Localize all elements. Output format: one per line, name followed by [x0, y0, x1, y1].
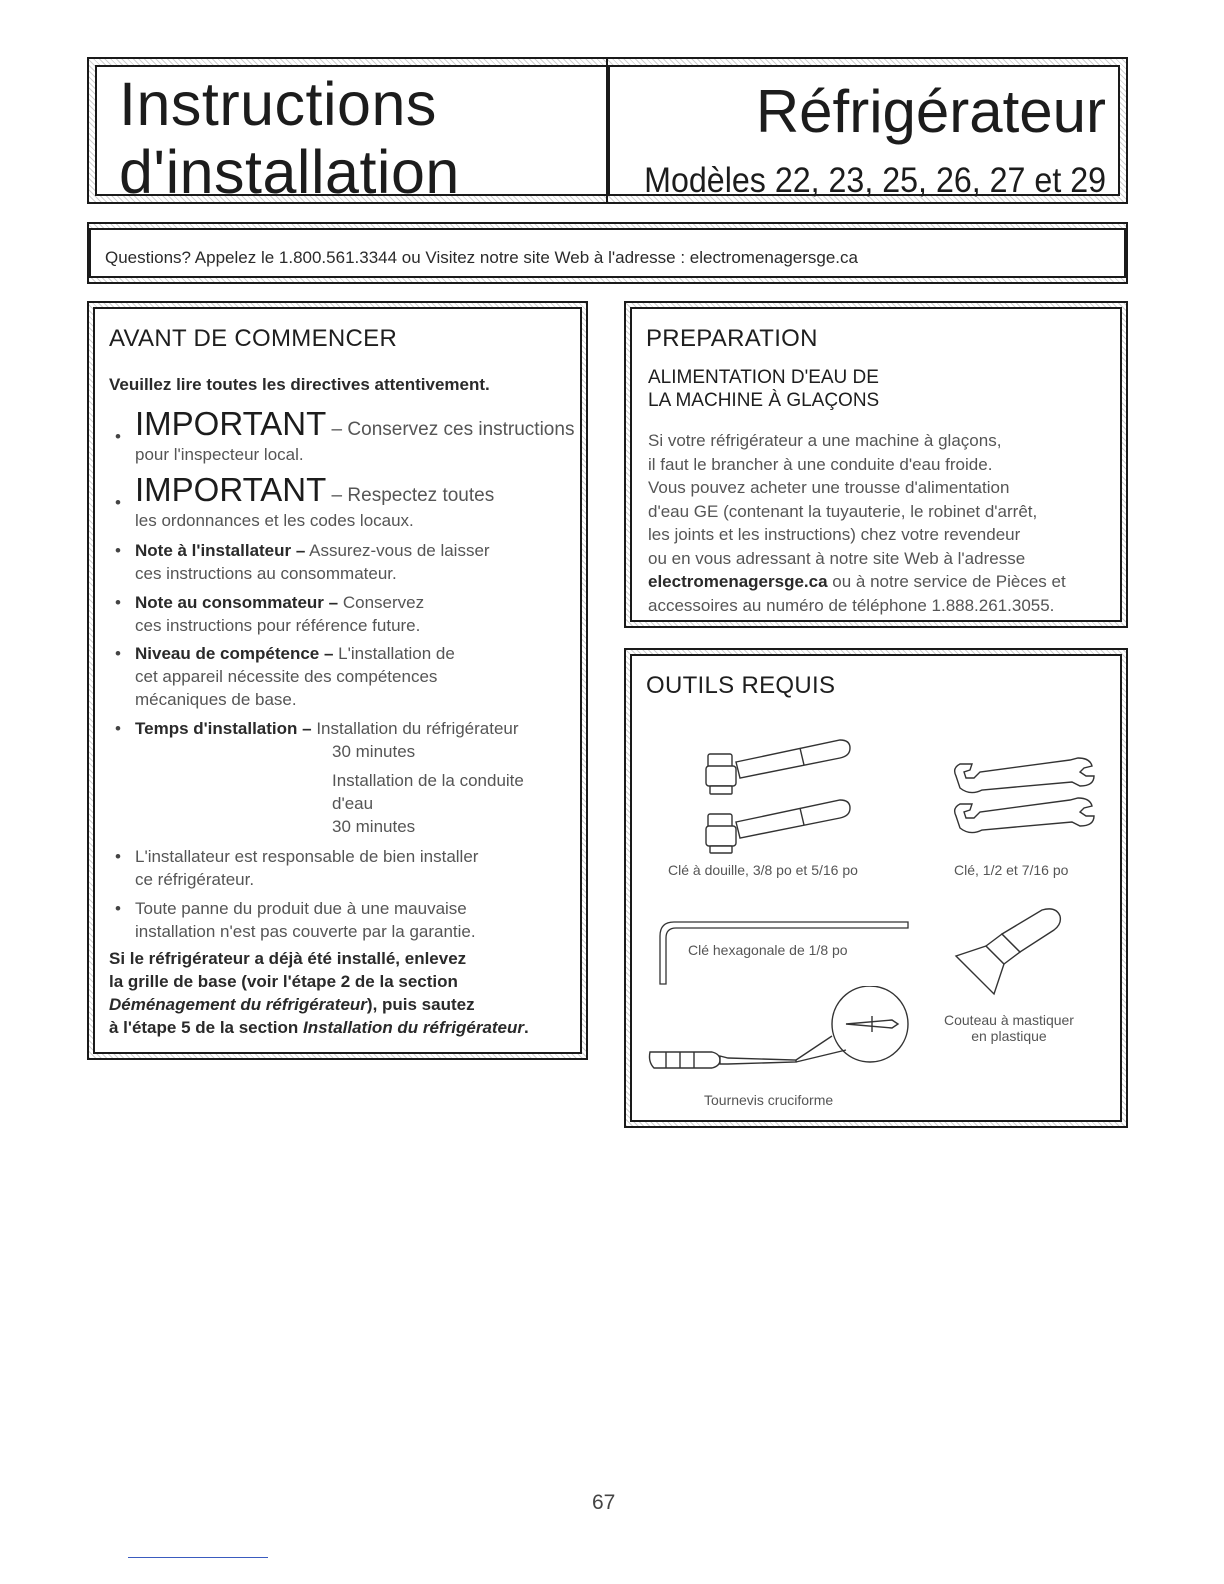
bullet-skill-line2: cet appareil nécessite des compétences	[135, 667, 438, 686]
questions-text: Questions? Appelez le 1.800.561.3344 ou Visitez notre site Web à l'adresse : electromenagersge.ca	[105, 248, 858, 267]
prep-line: d'eau GE (contenant la tuyauterie, le robinet d'arrêt,	[648, 501, 1038, 521]
questions-banner	[87, 222, 1128, 284]
bullet-dot: •	[115, 427, 121, 446]
questions-inner	[89, 228, 1126, 278]
bullet-dot: •	[115, 644, 121, 663]
important-1	[135, 405, 574, 443]
bullet-consumer-label: Note au consommateur –	[135, 593, 339, 612]
note-line4-text: à l'étape 5 de la section	[109, 1018, 303, 1037]
already-installed-note	[109, 947, 529, 1039]
note-line3	[109, 993, 529, 1016]
bullet-warranty-line2: installation n'est pas couverte par la garantie.	[135, 922, 476, 941]
bullet-consumer-text: Conservez	[338, 593, 425, 612]
preparation-body	[648, 429, 1066, 617]
important-2-text: – Respectez toutes	[326, 485, 495, 506]
putty-knife-icon	[950, 904, 1070, 1004]
bullet-install-time	[135, 717, 519, 740]
bullet-skill-line3: mécaniques de base.	[135, 690, 297, 709]
bullet-time-label: Temps d'installation –	[135, 719, 312, 738]
important-1-text: – Conservez ces instructions	[326, 419, 575, 440]
time-fridge-duration: 30 minutes	[332, 742, 416, 761]
important-2	[135, 471, 494, 509]
bullet-dot: •	[115, 493, 121, 512]
socket-wrench-icon	[700, 734, 860, 854]
section-title-tools: OUTILS REQUIS	[646, 672, 836, 699]
prep-line: les joints et les instructions) chez votre revendeur	[648, 525, 1021, 544]
prep-line: Vous pouvez acheter une trousse d'alimentation	[648, 478, 1010, 497]
bullet-installer-note	[135, 539, 490, 562]
note-line1: Si le réfrigérateur a déjà été installé, enlevez	[109, 949, 467, 968]
bullet-dot: •	[115, 899, 121, 918]
bullet-responsibility-line2: ce réfrigérateur.	[135, 870, 255, 889]
lead-text: Veuillez lire toutes les directives attentivement.	[109, 375, 490, 394]
time-waterline-label2: d'eau	[332, 794, 374, 813]
bullet-skill-text: L'installation de	[333, 644, 455, 663]
tools-required-panel	[624, 648, 1128, 1128]
website-link[interactable]: electromenagersge.ca	[648, 572, 828, 591]
caption-socket-wrench: Clé à douille, 3/8 po et 5/16 po	[668, 862, 858, 878]
prep-line: Si votre réfrigérateur a une machine à glaçons,	[648, 431, 1002, 450]
bullet-installer-line2: ces instructions au consommateur.	[135, 564, 397, 583]
prep-line	[648, 570, 1066, 594]
bullet-installer-text: Assurez-vous de laisser	[305, 541, 490, 560]
bullet-dot: •	[115, 541, 121, 560]
important-1-line2: pour l'inspecteur local.	[135, 445, 304, 464]
water-supply-subheading	[648, 366, 879, 412]
header-right-panel	[606, 57, 1128, 204]
section-title-avant: AVANT DE COMMENCER	[109, 325, 398, 352]
preparation-inner	[630, 307, 1122, 622]
time-waterline-label: Installation de la conduite	[332, 771, 524, 790]
note-line2: la grille de base (voir l'étape 2 de la section	[109, 972, 458, 991]
caption-screwdriver: Tournevis cruciforme	[704, 1092, 834, 1108]
subheading-line2: LA MACHINE À GLAÇONS	[648, 390, 880, 411]
time-waterline-duration: 30 minutes	[332, 817, 416, 836]
bullet-responsibility: L'installateur est responsable de bien installer	[135, 847, 479, 866]
page-number: 67	[592, 1491, 616, 1514]
caption-hex-key: Clé hexagonale de 1/8 po	[688, 942, 848, 958]
prep-line-rest: ou à notre service de Pièces et	[827, 572, 1066, 591]
caption-putty-line2: en plastique	[971, 1028, 1047, 1044]
subheading-line1: ALIMENTATION D'EAU DE	[648, 367, 879, 388]
important-2-label: IMPORTANT	[135, 471, 327, 508]
bullet-consumer-line2: ces instructions pour référence future.	[135, 616, 421, 635]
prep-line: ou en vous adressant à notre site Web à l'adresse	[648, 548, 1026, 568]
bullet-dot: •	[115, 847, 121, 866]
section-title-preparation: PREPARATION	[646, 325, 818, 352]
doc-title-line1: Instructions	[119, 70, 437, 138]
important-2-line2: les ordonnances et les codes locaux.	[135, 511, 414, 530]
bullet-time-text: Installation du réfrigérateur	[311, 719, 519, 738]
bullet-skill-level	[135, 642, 455, 665]
prep-line: accessoires au numéro de téléphone 1.888.261.3055.	[648, 595, 1055, 615]
before-you-begin-inner	[93, 307, 582, 1054]
bullet-dot: •	[115, 719, 121, 738]
caption-putty-line1: Couteau à mastiquer	[944, 1012, 1074, 1028]
note-section-ref2: Installation du réfrigérateur	[302, 1018, 525, 1037]
bullet-dot: •	[115, 593, 121, 612]
note-line4-end: .	[524, 1018, 529, 1037]
bullet-consumer-note	[135, 591, 424, 614]
phillips-screwdriver-icon	[646, 986, 916, 1086]
important-1-label: IMPORTANT	[135, 405, 327, 442]
before-you-begin-panel	[87, 301, 588, 1060]
prep-line: il faut le brancher à une conduite d'eau froide.	[648, 454, 993, 474]
caption-putty-knife	[944, 1012, 1074, 1044]
bullet-warranty: Toute panne du produit due à une mauvaise	[135, 899, 467, 918]
wrench-icon	[950, 756, 1100, 836]
tools-required-inner	[630, 654, 1122, 1122]
doc-title-line2: d'installation	[119, 138, 460, 206]
header-left-inner	[95, 65, 606, 206]
models-subtitle: Modèles 22, 23, 25, 26, 27 et 29	[644, 161, 1106, 200]
bullet-skill-label: Niveau de compétence –	[135, 644, 334, 663]
caption-wrench: Clé, 1/2 et 7/16 po	[954, 862, 1069, 878]
header-right-inner	[608, 65, 1120, 200]
product-title: Réfrigérateur	[755, 78, 1106, 145]
header-left-panel	[87, 57, 608, 204]
note-line3-rest: ), puis sautez	[366, 995, 475, 1014]
preparation-panel	[624, 301, 1128, 628]
note-section-ref1: Déménagement du réfrigérateur	[109, 995, 367, 1014]
bullet-installer-label: Note à l'installateur –	[135, 541, 306, 560]
note-line4	[109, 1016, 529, 1039]
footer-rule	[128, 1557, 268, 1558]
